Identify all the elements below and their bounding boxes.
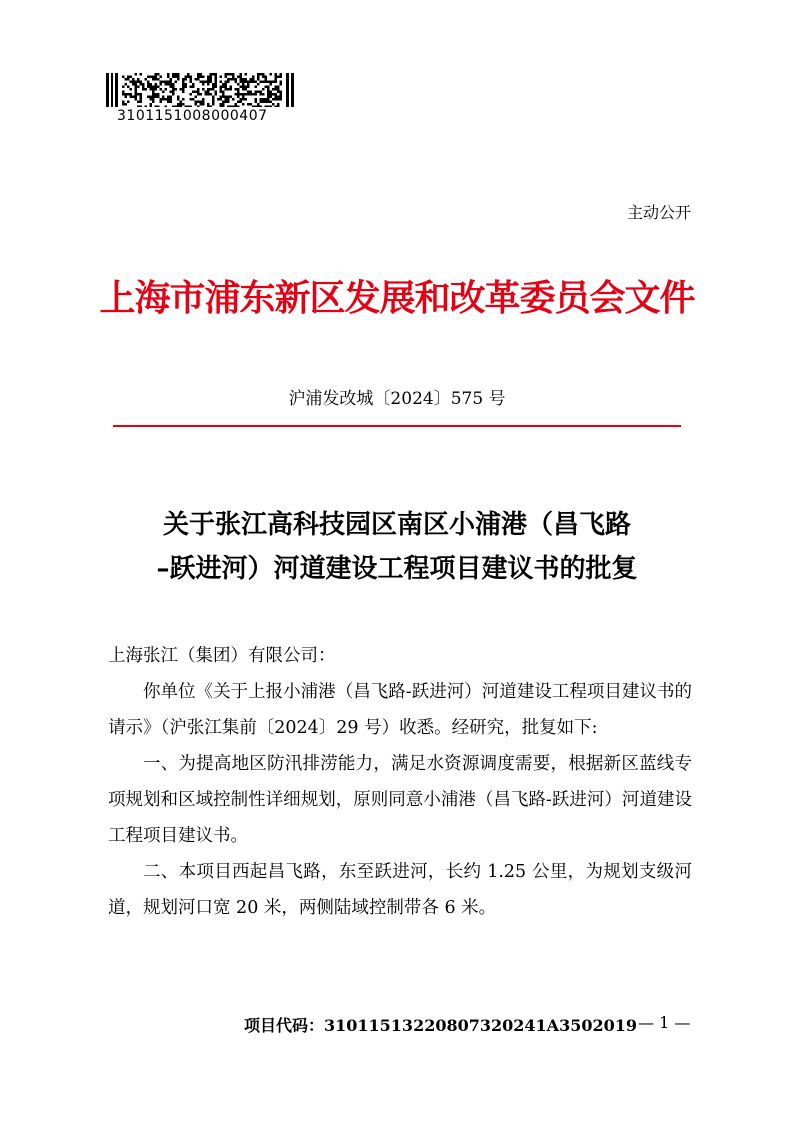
body-paragraph-3: 二、本项目西起昌飞路，东至跃进河，长约 1.25 公里，为规划支级河道，规划河口宽 20 米，两侧陆域控制带各 6 米。	[108, 862, 692, 918]
page-number: — 1 —	[638, 1013, 691, 1032]
title-line-2: –跃进河）河道建设工程项目建议书的批复	[156, 554, 638, 584]
issuer-header: 上海市浦东新区发展和改革委员会文件	[99, 277, 695, 319]
document-number: 沪浦发改城〔2024〕575 号	[288, 389, 506, 409]
document-title	[0, 503, 794, 591]
addressee: 上海张江（集团）有限公司：	[108, 646, 336, 666]
disclosure-label: 主动公开	[626, 203, 691, 222]
body-paragraph-2: 一、为提高地区防汛排涝能力，满足水资源调度需要，根据新区蓝线专项规划和区域控制性详细规划，原则同意小浦港（昌飞路-跃进河）河道建设工程项目建议书。	[108, 754, 692, 846]
body-paragraph-1: 你单位《关于上报小浦港（昌飞路-跃进河）河道建设工程项目建议书的请示》（沪张江集前〔2024〕29 号）收悉。经研究，批复如下:	[108, 682, 692, 738]
barcode-number: 3101151008000407	[117, 108, 268, 124]
title-line-1: 关于张江高科技园区南区小浦港（昌飞路	[162, 510, 631, 540]
barcode-image	[106, 73, 294, 107]
red-divider-line	[113, 425, 681, 427]
project-code: 项目代码：31011513220807320241A3502019	[244, 1016, 638, 1035]
document-body	[108, 638, 692, 926]
